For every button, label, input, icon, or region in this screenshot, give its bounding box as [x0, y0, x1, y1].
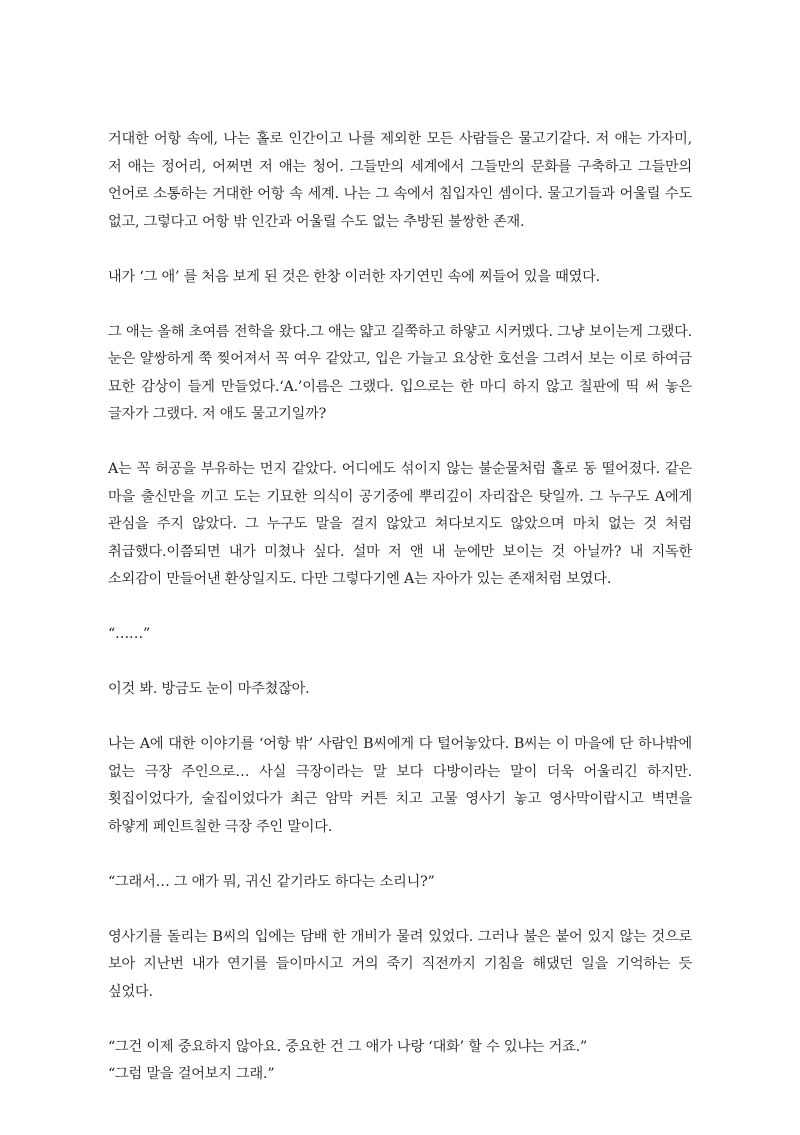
- paragraph-aquarium-world: 거대한 어항 속에, 나는 홀로 인간이고 나를 제외한 모든 사람들은 물고기같다. 저 애는 가자미, 저 애는 정어리, 어쩌면 저 애는 청어. 그들만의 세계에서 그들만의 문화를 구축하고 그들만의 언어로 소통하는 거대한 어항 속 세계. 나는 그 속에서 침입자인 셈이다. 물고기들과 어울릴 수도 없고, 그렇다고 어항 밖 인간과 어울릴 수도 없는 추방된 불쌍한 존재.: [108, 131, 692, 230]
- paragraph-ghost-question: “그래서… 그 애가 뭐, 귀신 같기라도 하다는 소리니?”: [108, 873, 435, 890]
- paragraph-transfer-student: 그 애는 올해 초여름 전학을 왔다.그 애는 얇고 길쭉하고 하얗고 시커멨다. 그냥 보이는게 그랬다. 눈은 얄쌍하게 쭉 찢어져서 꼭 여우 같았고, 입은 가늘고 요상한 호선을 그려서 보는 이로 하여금 묘한 감상이 들게 만들었다.‘A.’이름은 그랬다. 입으로는 한 마디 하지 않고 칠판에 띡 써 놓은 글자가 그랬다. 저 애도 물고기일까?: [108, 323, 692, 422]
- paragraph-theater-owner: 나는 A에 대한 이야기를 ‘어항 밖’ 사람인 B씨에게 다 털어놓았다. B씨는 이 마을에 단 하나밖에 없는 극장 주인으로… 사실 극장이라는 말 보다 다방이라는 말이 더욱 어울리긴 하지만. 횟집이었다가, 술집이었다가 최근 암막 커튼 치고 고물 영사기 놓고 영사막이랍시고 벽면을 하얗게 페인트칠한 극장 주인 말이다.: [108, 736, 692, 835]
- paragraph-ellipsis-dialogue: “……”: [108, 626, 151, 642]
- paragraph-dust: A는 꼭 허공을 부유하는 먼지 같았다. 어디에도 섞이지 않는 불순물처럼 홀로 동 떨어졌다. 같은 마을 출신만을 끼고 도는 기묘한 의식이 공기중에 뿌리깊이 자리잡은 탓일까. 그 누구도 A에게 관심을 주지 않았다. 그 누구도 말을 걸지 않았고 쳐다보지도 않았으며 마치 없는 것 처럼 취급했다.이쯤되면 내가 미쳤나 싶다. 설마 저 앤 내 눈에만 보이는 것 아닐까? 내 지독한 소외감이 만들어낸 환상일지도. 다만 그렇다기엔 A는 자아가 있는 존재처럼 보였다.: [108, 461, 692, 587]
- paragraph-reply: “그럼 말을 걸어보지 그래.”: [108, 1066, 275, 1082]
- paragraph-eyes-met: 이것 봐. 방금도 눈이 마주쳤잖아.: [108, 681, 310, 697]
- paragraph-conversation: “그건 이제 중요하지 않아요. 중요한 건 그 애가 나랑 ‘대화’ 할 수 있냐는 거죠.”: [108, 1038, 588, 1055]
- document-body: [108, 126, 692, 1089]
- paragraph-cigarette: 영사기를 돌리는 B씨의 입에는 담배 한 개비가 물려 있었다. 그러나 불은 붙어 있지 않는 것으로 보아 지난번 내가 연기를 들이마시고 거의 죽기 직전까지 기침을 해댔던 일을 기억하는 듯 싶었다.: [108, 928, 692, 1000]
- paragraph-first-sight: 내가 ‘그 애’ 를 처음 보게 된 것은 한창 이러한 자기연민 속에 찌들어 있을 때였다.: [108, 268, 600, 285]
